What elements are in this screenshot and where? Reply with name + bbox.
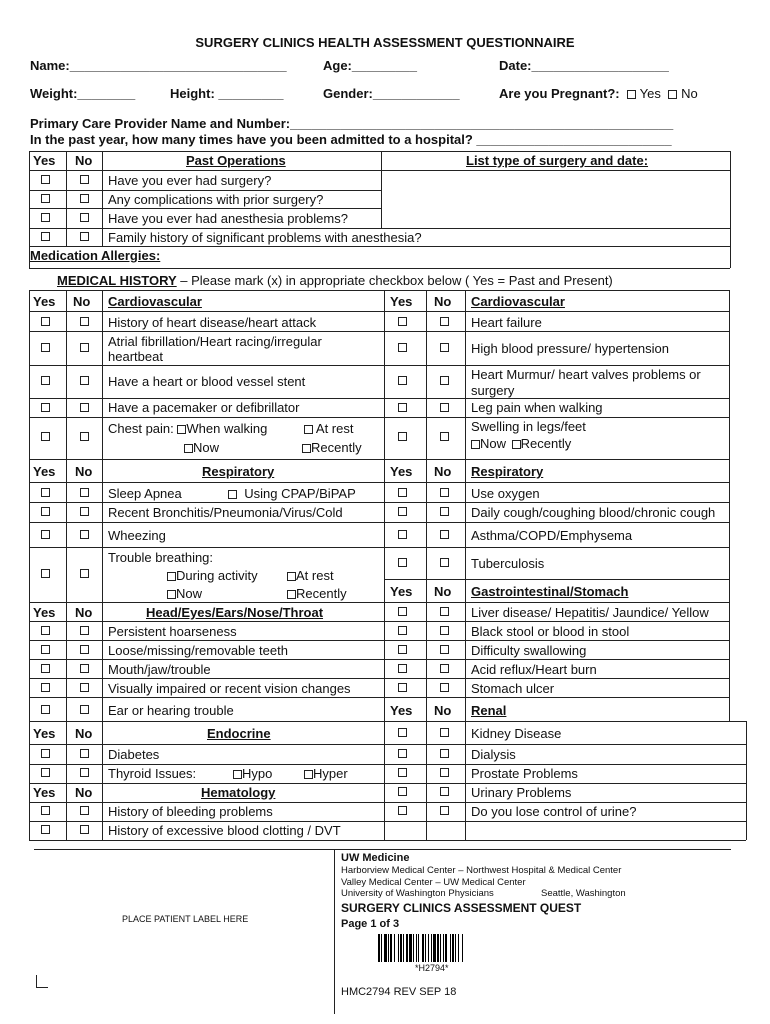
cardio-right-no: No: [434, 294, 452, 309]
pregnant-no-checkbox[interactable]: [668, 90, 677, 99]
right-yes-checkbox-11[interactable]: [398, 645, 407, 654]
height-field[interactable]: Height: _________: [170, 86, 284, 101]
chest-pain-rest: [304, 421, 353, 436]
chest-pain-walking-label: When walking: [186, 421, 268, 436]
left-yes-checkbox-9[interactable]: [41, 626, 50, 635]
left-no-checkbox-17[interactable]: [80, 825, 89, 834]
breathing-rest-label: At rest: [296, 568, 334, 583]
barcode-bar: [443, 934, 444, 962]
right-yes-checkbox-6[interactable]: [398, 507, 407, 516]
renal-no: No: [434, 703, 452, 718]
barcode-bar: [409, 934, 412, 962]
item-stomach-ulcer: Stomach ulcer: [471, 681, 555, 696]
barcode-bar: [422, 934, 424, 962]
resp-right-yes: Yes: [390, 464, 413, 479]
item-use-oxygen: Use oxygen: [471, 486, 540, 501]
left-no-checkbox-1[interactable]: [80, 343, 89, 352]
barcode-bar: [400, 934, 402, 962]
left-no-checkbox-9[interactable]: [80, 626, 89, 635]
chest-pain-now-label: Now: [193, 440, 220, 455]
pregnant-yes-label: Yes: [639, 86, 661, 101]
q-had-surgery: Have you ever had surgery?: [108, 173, 272, 188]
right-yes-checkbox-16[interactable]: [398, 768, 407, 777]
left-no-checkbox-2[interactable]: [80, 376, 89, 385]
barcode-bar: [455, 934, 456, 962]
swelling-now-checkbox[interactable]: [471, 440, 480, 449]
right-no-checkbox-14[interactable]: [440, 728, 449, 737]
right-no-checkbox-0[interactable]: [440, 317, 449, 326]
barcode-bar: [433, 934, 436, 962]
item-clotting: History of excessive blood clotting / DVT: [108, 823, 341, 838]
left-no-checkbox-5[interactable]: [80, 488, 89, 497]
left-yes-checkbox-4[interactable]: [41, 432, 50, 441]
swelling-recently-label: Recently: [520, 436, 572, 451]
item-heart-disease: History of heart disease/heart attack: [108, 315, 317, 330]
admissions-field[interactable]: In the past year, how many times have you been admitted to a hospital? ___________________________: [30, 132, 672, 147]
right-no-checkbox-4[interactable]: [440, 432, 449, 441]
swelling-recently-checkbox[interactable]: [512, 440, 521, 449]
page-title: SURGERY CLINICS HEALTH ASSESSMENT QUESTIONNAIRE: [195, 35, 575, 50]
form-id: HMC2794 REV SEP 18: [341, 986, 457, 998]
barcode-bar: [445, 934, 447, 962]
cardio-right-yes: Yes: [390, 294, 413, 309]
footer-line-3: University of Washington Physicians: [341, 888, 494, 899]
item-kidney: Kidney Disease: [471, 726, 562, 741]
surgery-list-header: List type of surgery and date:: [466, 153, 649, 168]
right-yes-checkbox-1[interactable]: [398, 343, 407, 352]
item-leg-pain: Leg pain when walking: [471, 400, 603, 415]
left-yes-checkbox-5[interactable]: [41, 488, 50, 497]
item-heart-murmur-cont: surgery: [471, 383, 515, 398]
cardio-left-header: Cardiovascular: [108, 294, 202, 309]
anesthesia-yes-checkbox[interactable]: [41, 213, 50, 222]
right-no-checkbox-7[interactable]: [440, 530, 449, 539]
right-yes-checkbox-13[interactable]: [398, 683, 407, 692]
left-yes-checkbox-0[interactable]: [41, 317, 50, 326]
heent-header: Head/Eyes/Ears/Nose/Throat: [146, 605, 324, 620]
barcode-bar: [390, 934, 392, 962]
right-yes-checkbox-4[interactable]: [398, 432, 407, 441]
resp-right-header: Respiratory: [471, 464, 544, 479]
left-yes-checkbox-10[interactable]: [41, 645, 50, 654]
item-trouble-breathing: Trouble breathing:: [108, 550, 214, 565]
left-no-checkbox-10[interactable]: [80, 645, 89, 654]
right-no-checkbox-2[interactable]: [440, 376, 449, 385]
cardio-left-yes: Yes: [33, 294, 56, 309]
renal-yes: Yes: [390, 703, 413, 718]
barcode-bar: [462, 934, 463, 962]
breathing-rest-checkbox[interactable]: [287, 572, 296, 581]
left-yes-checkbox-13[interactable]: [41, 705, 50, 714]
surgery-yes-checkbox[interactable]: [41, 175, 50, 184]
right-no-checkbox-11[interactable]: [440, 645, 449, 654]
item-stent: Have a heart or blood vessel stent: [108, 374, 306, 389]
item-wheezing: Wheezing: [108, 528, 166, 543]
breathing-recently: [287, 586, 347, 601]
item-hoarseness: Persistent hoarseness: [108, 624, 237, 639]
complications-yes-checkbox[interactable]: [41, 194, 50, 203]
pregnant-no-label: No: [681, 86, 698, 101]
medical-history-instruction: – Please mark (x) in appropriate checkbox below ( Yes = Past and Present): [176, 273, 613, 288]
breathing-during-label: During activity: [176, 568, 258, 583]
item-liver: Liver disease/ Hepatitis/ Jaundice/ Yellow: [471, 605, 709, 620]
item-asthma: Asthma/COPD/Emphysema: [471, 528, 633, 543]
item-swallowing: Difficulty swallowing: [471, 643, 587, 658]
pregnant-label: Are you Pregnant?:: [499, 86, 620, 101]
chest-pain-now: [184, 440, 219, 455]
barcode-bar: [378, 934, 380, 962]
right-yes-checkbox-2[interactable]: [398, 376, 407, 385]
family-anesthesia-yes-checkbox[interactable]: [41, 232, 50, 241]
breathing-recently-checkbox[interactable]: [287, 590, 296, 599]
weight-field[interactable]: Weight:________: [30, 86, 136, 101]
barcode-bar: [450, 934, 451, 962]
item-afib: Atrial fibrillation/Heart racing/irregular: [108, 334, 322, 349]
barcode-bar: [440, 934, 441, 962]
barcode: [378, 934, 504, 962]
right-no-checkbox-6[interactable]: [440, 507, 449, 516]
medical-history-heading: [57, 273, 613, 288]
left-no-checkbox-6[interactable]: [80, 507, 89, 516]
right-yes-checkbox-17[interactable]: [398, 787, 407, 796]
uw-medicine-logo-text: UW Medicine: [341, 852, 410, 864]
barcode-bar: [384, 934, 387, 962]
thyroid-hypo-label: Hypo: [242, 766, 273, 781]
left-no-checkbox-0[interactable]: [80, 317, 89, 326]
hema-yes: Yes: [33, 785, 56, 800]
left-no-checkbox-15[interactable]: [80, 768, 89, 777]
breathing-recently-label: Recently: [296, 586, 347, 601]
breathing-now-label: Now: [176, 586, 203, 601]
q-family-anesthesia: Family history of significant problems with anesthesia?: [108, 230, 422, 245]
gi-yes: Yes: [390, 584, 413, 599]
barcode-bar: [398, 934, 399, 962]
item-heart-failure: Heart failure: [471, 315, 542, 330]
chest-pain-recently-label: Recently: [311, 440, 362, 455]
q-complications: Any complications with prior surgery?: [108, 192, 324, 207]
left-yes-checkbox-1[interactable]: [41, 343, 50, 352]
right-no-checkbox-9[interactable]: [440, 607, 449, 616]
right-yes-checkbox-15[interactable]: [398, 749, 407, 758]
thyroid-hyper-label: Hyper: [313, 766, 348, 781]
age-field[interactable]: Age:_________: [323, 58, 417, 73]
left-no-checkbox-12[interactable]: [80, 683, 89, 692]
left-yes-checkbox-7[interactable]: [41, 530, 50, 539]
gi-no: No: [434, 584, 452, 599]
gi-header: Gastrointestinal/Stomach: [471, 584, 629, 599]
breathing-now: [167, 586, 202, 601]
barcode-bar: [381, 934, 382, 962]
left-no-checkbox-13[interactable]: [80, 705, 89, 714]
footer-location: Seattle, Washington: [541, 888, 626, 899]
item-dialysis: Dialysis: [471, 747, 516, 762]
left-no-checkbox-8[interactable]: [80, 569, 89, 578]
endo-yes: Yes: [33, 726, 56, 741]
item-urinary: Urinary Problems: [471, 785, 572, 800]
left-yes-checkbox-3[interactable]: [41, 403, 50, 412]
item-diabetes: Diabetes: [108, 747, 160, 762]
item-pacemaker: Have a pacemaker or defibrillator: [108, 400, 300, 415]
barcode-bar: [458, 934, 459, 962]
chest-pain-now-checkbox[interactable]: [184, 444, 193, 453]
chest-pain-recently-checkbox[interactable]: [302, 444, 311, 453]
endo-header: Endocrine: [207, 726, 271, 741]
resp-left-header: Respiratory: [202, 464, 275, 479]
right-no-checkbox-13[interactable]: [440, 683, 449, 692]
left-yes-checkbox-8[interactable]: [41, 569, 50, 578]
pregnant-question: [499, 86, 698, 101]
past-ops-header: Past Operations: [186, 153, 286, 168]
item-teeth: Loose/missing/removable teeth: [108, 643, 288, 658]
right-yes-checkbox-14[interactable]: [398, 728, 407, 737]
item-cpap: [228, 486, 356, 501]
past-ops-no-header: No: [75, 153, 93, 168]
right-yes-checkbox-5[interactable]: [398, 488, 407, 497]
resp-left-no: No: [75, 464, 93, 479]
left-no-checkbox-7[interactable]: [80, 530, 89, 539]
item-hearing: Ear or hearing trouble: [108, 703, 234, 718]
barcode-bar: [403, 934, 404, 962]
barcode-bar: [431, 934, 432, 962]
left-yes-checkbox-15[interactable]: [41, 768, 50, 777]
right-yes-checkbox-9[interactable]: [398, 607, 407, 616]
left-yes-checkbox-16[interactable]: [41, 806, 50, 815]
barcode-bar: [416, 934, 417, 962]
hema-no: No: [75, 785, 93, 800]
barcode-bar: [428, 934, 429, 962]
past-ops-yes-header: Yes: [33, 153, 56, 168]
breathing-rest: [287, 568, 334, 583]
left-yes-checkbox-2[interactable]: [41, 376, 50, 385]
date-field[interactable]: Date:___________________: [499, 58, 669, 73]
medical-history-title: MEDICAL HISTORY: [57, 273, 177, 288]
item-chest-pain: [108, 421, 267, 436]
left-no-checkbox-11[interactable]: [80, 664, 89, 673]
right-yes-checkbox-8[interactable]: [398, 558, 407, 567]
barcode-bar: [394, 934, 395, 962]
right-no-checkbox-16[interactable]: [440, 768, 449, 777]
pregnant-yes-checkbox[interactable]: [627, 90, 636, 99]
right-no-checkbox-1[interactable]: [440, 343, 449, 352]
right-yes-checkbox-10[interactable]: [398, 626, 407, 635]
barcode-bar: [406, 934, 408, 962]
right-no-checkbox-18[interactable]: [440, 806, 449, 815]
q-anesthesia-problems: Have you ever had anesthesia problems?: [108, 211, 348, 226]
left-yes-checkbox-6[interactable]: [41, 507, 50, 516]
breathing-during-checkbox[interactable]: [167, 572, 176, 581]
right-yes-checkbox-18[interactable]: [398, 806, 407, 815]
footer-line-2: Valley Medical Center – UW Medical Center: [341, 877, 526, 888]
pcp-field[interactable]: Primary Care Provider Name and Number:_____________________________________________________: [30, 116, 674, 131]
item-bleeding: History of bleeding problems: [108, 804, 273, 819]
right-no-checkbox-3[interactable]: [440, 403, 449, 412]
item-afib-cont: heartbeat: [108, 349, 163, 364]
page-number: Page 1 of 3: [341, 918, 400, 930]
item-vision: Visually impaired or recent vision changes: [108, 681, 351, 696]
right-no-checkbox-12[interactable]: [440, 664, 449, 673]
item-black-stool: Black stool or blood in stool: [471, 624, 630, 639]
left-no-checkbox-14[interactable]: [80, 749, 89, 758]
thyroid-hypo: [233, 766, 272, 781]
item-hypertension: High blood pressure/ hypertension: [471, 341, 670, 356]
barcode-text: *H2794*: [415, 963, 449, 973]
item-bronchitis: Recent Bronchitis/Pneumonia/Virus/Cold: [108, 505, 343, 520]
left-no-checkbox-4[interactable]: [80, 432, 89, 441]
chest-pain-rest-label: At rest: [315, 421, 354, 436]
family-anesthesia-no-checkbox[interactable]: [80, 232, 89, 241]
name-field[interactable]: Name:______________________________: [30, 58, 287, 73]
endo-no: No: [75, 726, 93, 741]
footer-line-1: Harborview Medical Center – Northwest Hospital & Medical Center: [341, 865, 622, 876]
right-no-checkbox-17[interactable]: [440, 787, 449, 796]
left-yes-checkbox-14[interactable]: [41, 749, 50, 758]
thyroid-hypo-checkbox[interactable]: [233, 770, 242, 779]
complications-no-checkbox[interactable]: [80, 194, 89, 203]
cpap-checkbox[interactable]: [228, 490, 237, 499]
hema-header: Hematology: [201, 785, 276, 800]
thyroid-hyper-checkbox[interactable]: [304, 770, 313, 779]
item-sleep-apnea: [108, 486, 182, 501]
item-heart-murmur: Heart Murmur/ heart valves problems or: [471, 367, 701, 382]
right-no-checkbox-15[interactable]: [440, 749, 449, 758]
item-prostate: Prostate Problems: [471, 766, 578, 781]
barcode-bar: [425, 934, 426, 962]
right-yes-checkbox-12[interactable]: [398, 664, 407, 673]
left-no-checkbox-16[interactable]: [80, 806, 89, 815]
cardio-right-header: Cardiovascular: [471, 294, 565, 309]
heent-yes: Yes: [33, 605, 56, 620]
item-thyroid: Thyroid Issues:: [108, 766, 197, 781]
anesthesia-no-checkbox[interactable]: [80, 213, 89, 222]
item-swelling: Swelling in legs/feet: [471, 419, 586, 434]
right-yes-checkbox-3[interactable]: [398, 403, 407, 412]
gender-field[interactable]: Gender:____________: [323, 86, 460, 101]
barcode-bar: [413, 934, 414, 962]
left-yes-checkbox-12[interactable]: [41, 683, 50, 692]
item-daily-cough: Daily cough/coughing blood/chronic cough: [471, 505, 716, 520]
surgery-no-checkbox[interactable]: [80, 175, 89, 184]
right-yes-checkbox-0[interactable]: [398, 317, 407, 326]
barcode-bar: [437, 934, 439, 962]
renal-header: Renal: [471, 703, 507, 718]
right-no-checkbox-10[interactable]: [440, 626, 449, 635]
medication-allergies-label[interactable]: Medication Allergies:: [30, 248, 161, 263]
sleep-apnea-label: Sleep Apnea: [108, 486, 182, 501]
barcode-bar: [418, 934, 419, 962]
barcode-bar: [388, 934, 389, 962]
breathing-during: [167, 568, 258, 583]
item-mouth-jaw: Mouth/jaw/trouble: [108, 662, 211, 677]
resp-left-yes: Yes: [33, 464, 56, 479]
swelling-options: [471, 436, 571, 451]
chest-pain-rest-checkbox[interactable]: [304, 425, 313, 434]
breathing-now-checkbox[interactable]: [167, 590, 176, 599]
thyroid-hyper: [304, 766, 348, 781]
item-tuberculosis: Tuberculosis: [471, 556, 545, 571]
heent-no: No: [75, 605, 93, 620]
right-no-checkbox-5[interactable]: [440, 488, 449, 497]
swelling-now-label: Now: [480, 436, 507, 451]
form-title: SURGERY CLINICS ASSESSMENT QUEST: [341, 901, 582, 915]
right-no-checkbox-8[interactable]: [440, 558, 449, 567]
barcode-bar: [452, 934, 454, 962]
resp-right-no: No: [434, 464, 452, 479]
item-acid-reflux: Acid reflux/Heart burn: [471, 662, 597, 677]
left-yes-checkbox-11[interactable]: [41, 664, 50, 673]
item-incontinence: Do you lose control of urine?: [471, 804, 637, 819]
chest-pain-label: Chest pain:: [108, 421, 174, 436]
patient-label-area: PLACE PATIENT LABEL HERE: [122, 914, 249, 924]
right-yes-checkbox-7[interactable]: [398, 530, 407, 539]
left-no-checkbox-3[interactable]: [80, 403, 89, 412]
cardio-left-no: No: [73, 294, 91, 309]
left-yes-checkbox-17[interactable]: [41, 825, 50, 834]
chest-pain-recently: [302, 440, 362, 455]
cpap-label: Using CPAP/BiPAP: [244, 486, 356, 501]
